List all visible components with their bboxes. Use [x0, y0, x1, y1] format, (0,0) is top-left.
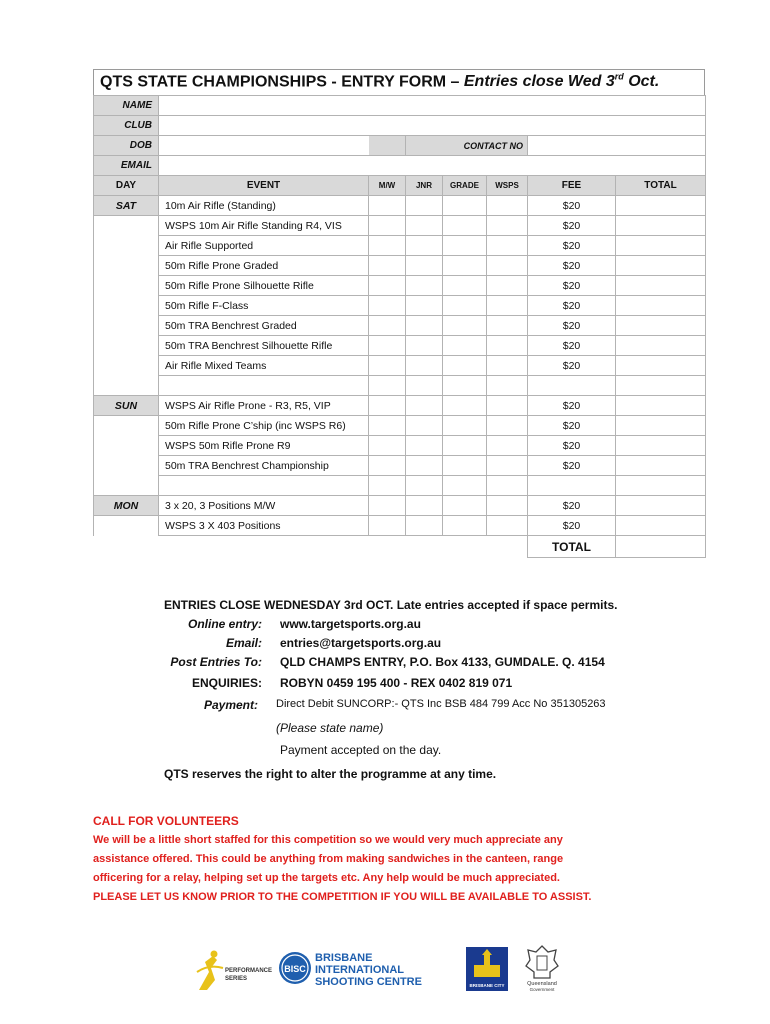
- enquiries-label: ENQUIRIES:: [191, 676, 262, 690]
- entry-form: [93, 69, 705, 558]
- wsps-checkbox[interactable]: [487, 216, 528, 236]
- day-label: SAT: [94, 196, 159, 216]
- jnr-checkbox[interactable]: [406, 236, 443, 256]
- volunteers-line: officering for a relay, helping set up the targets etc. Any help would be much appreciated.: [93, 872, 560, 884]
- event-name: WSPS 3 X 403 Positions: [159, 516, 369, 536]
- event-row: [94, 496, 706, 516]
- email-row: [94, 156, 706, 176]
- contact-field[interactable]: [528, 136, 706, 156]
- club-field[interactable]: [159, 116, 706, 136]
- wsps-checkbox[interactable]: [487, 336, 528, 356]
- mw-checkbox[interactable]: [369, 516, 406, 536]
- event-total-field[interactable]: [616, 196, 706, 216]
- event-total-field[interactable]: [616, 436, 706, 456]
- day-blank: [94, 356, 159, 376]
- wsps-checkbox[interactable]: [487, 196, 528, 216]
- event-name: 50m TRA Benchrest Silhouette Rifle: [159, 336, 369, 356]
- event-total-field[interactable]: [616, 336, 706, 356]
- event-name: WSPS 10m Air Rifle Standing R4, VIS: [159, 216, 369, 236]
- event-row: [94, 436, 706, 456]
- wsps-checkbox[interactable]: [487, 316, 528, 336]
- event-total-field[interactable]: [616, 516, 706, 536]
- contact-label: [406, 136, 528, 156]
- grade-field[interactable]: [443, 396, 487, 416]
- total-row: [94, 536, 706, 558]
- brisbane-city-logo: [466, 947, 508, 991]
- dob-label: DOB: [94, 136, 159, 156]
- wsps-checkbox[interactable]: [487, 496, 528, 516]
- total-spacer: [94, 536, 528, 558]
- day-blank: [94, 516, 159, 536]
- grade-field[interactable]: [443, 276, 487, 296]
- jnr-checkbox[interactable]: [406, 196, 443, 216]
- event-fee: $20: [528, 316, 616, 336]
- volunteers-line: PLEASE LET US KNOW PRIOR TO THE COMPETITION IF YOU WILL BE AVAILABLE TO ASSIST.: [93, 891, 592, 903]
- email-info-link[interactable]: entries@targetsports.org.au: [280, 636, 442, 650]
- event-total-field[interactable]: [616, 296, 706, 316]
- event-name: 50m Rifle Prone Graded: [159, 256, 369, 276]
- enquiries-contacts: ROBYN 0459 195 400 - REX 0402 819 071: [280, 676, 513, 690]
- event-row: [94, 236, 706, 256]
- email-label: EMAIL: [94, 156, 159, 176]
- jnr-checkbox[interactable]: [406, 296, 443, 316]
- day-gap: [94, 476, 706, 496]
- event-total-field[interactable]: [616, 256, 706, 276]
- grand-total-field[interactable]: [616, 536, 706, 558]
- event-fee: $20: [528, 516, 616, 536]
- event-fee: $20: [528, 216, 616, 236]
- day-gap: [94, 376, 706, 396]
- qld-line1: Queensland: [527, 981, 557, 987]
- jnr-checkbox[interactable]: [406, 456, 443, 476]
- event-name: 50m Rifle Prone C’ship (inc WSPS R6): [159, 416, 369, 436]
- coat-of-arms-icon: [526, 946, 558, 978]
- event-total-field[interactable]: [616, 356, 706, 376]
- event-fee: $20: [528, 496, 616, 516]
- online-entry-label: Online entry:: [187, 617, 262, 631]
- day-blank: [94, 456, 159, 476]
- grade-field[interactable]: [443, 316, 487, 336]
- name-field[interactable]: [159, 96, 706, 116]
- event-name: Air Rifle Mixed Teams: [159, 356, 369, 376]
- day-label: MON: [94, 496, 159, 516]
- post-entries-address: QLD CHAMPS ENTRY, P.O. Box 4133, GUMDALE. Q. 4154: [280, 655, 605, 669]
- event-row: [94, 316, 706, 336]
- jnr-checkbox[interactable]: [406, 256, 443, 276]
- event-fee: $20: [528, 456, 616, 476]
- name-row: [94, 96, 706, 116]
- mw-checkbox[interactable]: [369, 456, 406, 476]
- mw-checkbox[interactable]: [369, 236, 406, 256]
- event-fee: $20: [528, 196, 616, 216]
- grade-field[interactable]: [443, 216, 487, 236]
- event-name: 10m Air Rifle (Standing): [159, 196, 369, 216]
- dob-row: [94, 136, 706, 156]
- payment-label: Payment:: [203, 698, 258, 712]
- day-blank: [94, 236, 159, 256]
- day-label: SUN: [94, 396, 159, 416]
- bisc-line2: INTERNATIONAL: [315, 964, 405, 976]
- event-fee: $20: [528, 336, 616, 356]
- brisbane-city-text: BRISBANE CITY: [469, 983, 505, 988]
- wsps-checkbox[interactable]: [487, 276, 528, 296]
- reserve-notice: QTS reserves the right to alter the programme at any time.: [164, 767, 497, 781]
- event-row: [94, 276, 706, 296]
- volunteers-line: We will be a little short staffed for this competition so we would very much appreciate any: [93, 834, 563, 846]
- event-total-field[interactable]: [616, 456, 706, 476]
- dob-spacer: [369, 136, 406, 156]
- event-fee: $20: [528, 356, 616, 376]
- mw-checkbox[interactable]: [369, 256, 406, 276]
- event-row: [94, 256, 706, 276]
- event-fee: $20: [528, 436, 616, 456]
- header-day: DAY: [94, 176, 159, 196]
- grade-field[interactable]: [443, 416, 487, 436]
- day-blank: [94, 256, 159, 276]
- title-end: Oct.: [623, 73, 660, 91]
- bisc-line1: BRISBANE: [315, 952, 373, 964]
- event-total-field[interactable]: [616, 316, 706, 336]
- wsps-checkbox[interactable]: [487, 516, 528, 536]
- mw-checkbox[interactable]: [369, 196, 406, 216]
- dob-field[interactable]: [159, 136, 369, 156]
- header-wsps: WSPS: [487, 176, 528, 196]
- title-sup: rd: [614, 72, 624, 82]
- bisc-badge-text: BISC: [284, 964, 306, 974]
- event-row: [94, 296, 706, 316]
- grade-field[interactable]: [443, 356, 487, 376]
- event-name: 50m TRA Benchrest Championship: [159, 456, 369, 476]
- wsps-checkbox[interactable]: [487, 456, 528, 476]
- mw-checkbox[interactable]: [369, 276, 406, 296]
- email-info-label: Email:: [225, 636, 262, 650]
- event-total-field[interactable]: [616, 236, 706, 256]
- payment-details: Direct Debit SUNCORP:- QTS Inc BSB 484 799 Acc No 351305263: [276, 698, 606, 710]
- contact-label-text: CONTACT NO: [463, 140, 523, 151]
- event-total-field[interactable]: [616, 396, 706, 416]
- mw-checkbox[interactable]: [369, 296, 406, 316]
- email-field[interactable]: [159, 156, 706, 176]
- jnr-checkbox[interactable]: [406, 436, 443, 456]
- event-fee: $20: [528, 256, 616, 276]
- post-entries-label: Post Entries To:: [170, 655, 262, 669]
- event-name: 50m Rifle F-Class: [159, 296, 369, 316]
- grade-field[interactable]: [443, 336, 487, 356]
- club-row: [94, 116, 706, 136]
- mw-checkbox[interactable]: [369, 316, 406, 336]
- mw-checkbox[interactable]: [369, 356, 406, 376]
- day-blank: [94, 336, 159, 356]
- total-label: TOTAL: [528, 536, 616, 558]
- qld-line2: Government: [529, 987, 555, 992]
- jnr-checkbox[interactable]: [406, 516, 443, 536]
- title-italic: Entries close Wed 3: [463, 73, 615, 91]
- day-blank: [94, 216, 159, 236]
- mw-checkbox[interactable]: [369, 216, 406, 236]
- event-fee: $20: [528, 296, 616, 316]
- event-row: [94, 196, 706, 216]
- jnr-checkbox[interactable]: [406, 496, 443, 516]
- day-blank: [94, 276, 159, 296]
- wsps-checkbox[interactable]: [487, 436, 528, 456]
- grade-field[interactable]: [443, 516, 487, 536]
- wsps-checkbox[interactable]: [487, 396, 528, 416]
- day-blank: [94, 436, 159, 456]
- jnr-checkbox[interactable]: [406, 216, 443, 236]
- event-name: WSPS 50m Rifle Prone R9: [159, 436, 369, 456]
- day-blank: [94, 316, 159, 336]
- wsps-checkbox[interactable]: [487, 236, 528, 256]
- series-text: SERIES: [225, 976, 248, 982]
- volunteers-heading: CALL FOR VOLUNTEERS: [93, 814, 239, 828]
- event-fee: $20: [528, 396, 616, 416]
- grade-field[interactable]: [443, 436, 487, 456]
- performance-text: PERFORMANCE: [225, 968, 273, 974]
- payment-note: (Please state name): [276, 721, 384, 735]
- event-row: [94, 216, 706, 236]
- wsps-checkbox[interactable]: [487, 416, 528, 436]
- event-row: [94, 356, 706, 376]
- mw-checkbox[interactable]: [369, 396, 406, 416]
- day-blank: [94, 296, 159, 316]
- wsps-checkbox[interactable]: [487, 256, 528, 276]
- mw-checkbox[interactable]: [369, 436, 406, 456]
- event-name: Air Rifle Supported: [159, 236, 369, 256]
- sponsor-logos: [0, 944, 770, 994]
- header-fee: FEE: [528, 176, 616, 196]
- grade-field[interactable]: [443, 236, 487, 256]
- jnr-checkbox[interactable]: [406, 356, 443, 376]
- day-blank: [94, 416, 159, 436]
- event-row: [94, 396, 706, 416]
- club-label: CLUB: [94, 116, 159, 136]
- bisc-line3: SHOOTING CENTRE: [315, 976, 422, 988]
- header-jnr: JNR: [406, 176, 443, 196]
- event-name: WSPS Air Rifle Prone - R3, R5, VIP: [159, 396, 369, 416]
- entries-close-line: ENTRIES CLOSE WEDNESDAY 3rd OCT. Late entries accepted if space permits.: [164, 598, 618, 612]
- bisc-logo: [278, 948, 438, 992]
- event-total-field[interactable]: [616, 276, 706, 296]
- event-fee: $20: [528, 416, 616, 436]
- form-title: [93, 69, 705, 95]
- jnr-checkbox[interactable]: [406, 396, 443, 416]
- event-name: 50m Rifle Prone Silhouette Rifle: [159, 276, 369, 296]
- volunteers-line: assistance offered. This could be anything from making sandwiches in the canteen, range: [93, 853, 564, 865]
- online-entry-link[interactable]: www.targetsports.org.au: [280, 617, 421, 631]
- grade-field[interactable]: [443, 256, 487, 276]
- queensland-government-logo: [522, 944, 562, 992]
- mw-checkbox[interactable]: [369, 336, 406, 356]
- event-name: 3 x 20, 3 Positions M/W: [159, 496, 369, 516]
- event-row: [94, 336, 706, 356]
- header-total: TOTAL: [616, 176, 706, 196]
- header-event: EVENT: [159, 176, 369, 196]
- event-name: 50m TRA Benchrest Graded: [159, 316, 369, 336]
- event-row: [94, 416, 706, 436]
- header-mw: M/W: [369, 176, 406, 196]
- mw-checkbox[interactable]: [369, 416, 406, 436]
- event-total-field[interactable]: [616, 416, 706, 436]
- mw-checkbox[interactable]: [369, 496, 406, 516]
- jnr-checkbox[interactable]: [406, 416, 443, 436]
- wsps-checkbox[interactable]: [487, 296, 528, 316]
- jnr-checkbox[interactable]: [406, 336, 443, 356]
- entry-table: [93, 95, 706, 558]
- event-total-field[interactable]: [616, 496, 706, 516]
- event-fee: $20: [528, 236, 616, 256]
- payment-on-day: Payment accepted on the day.: [280, 743, 442, 757]
- jnr-checkbox[interactable]: [406, 316, 443, 336]
- event-row: [94, 456, 706, 476]
- title-close-date: [464, 73, 659, 90]
- event-fee: $20: [528, 276, 616, 296]
- grade-field[interactable]: [443, 196, 487, 216]
- event-total-field[interactable]: [616, 216, 706, 236]
- grade-field[interactable]: [443, 496, 487, 516]
- header-grade: GRADE: [443, 176, 487, 196]
- volunteers-section: [93, 812, 592, 907]
- wsps-checkbox[interactable]: [487, 356, 528, 376]
- events-body: [94, 196, 706, 536]
- event-row: [94, 516, 706, 536]
- jnr-checkbox[interactable]: [406, 276, 443, 296]
- grade-field[interactable]: [443, 456, 487, 476]
- name-label: NAME: [94, 96, 159, 116]
- header-row: [94, 176, 706, 196]
- runner-figure-icon: [199, 956, 217, 990]
- title-main: QTS STATE CHAMPIONSHIPS - ENTRY FORM –: [100, 73, 464, 91]
- grade-field[interactable]: [443, 296, 487, 316]
- performance-series-logo: [195, 950, 280, 992]
